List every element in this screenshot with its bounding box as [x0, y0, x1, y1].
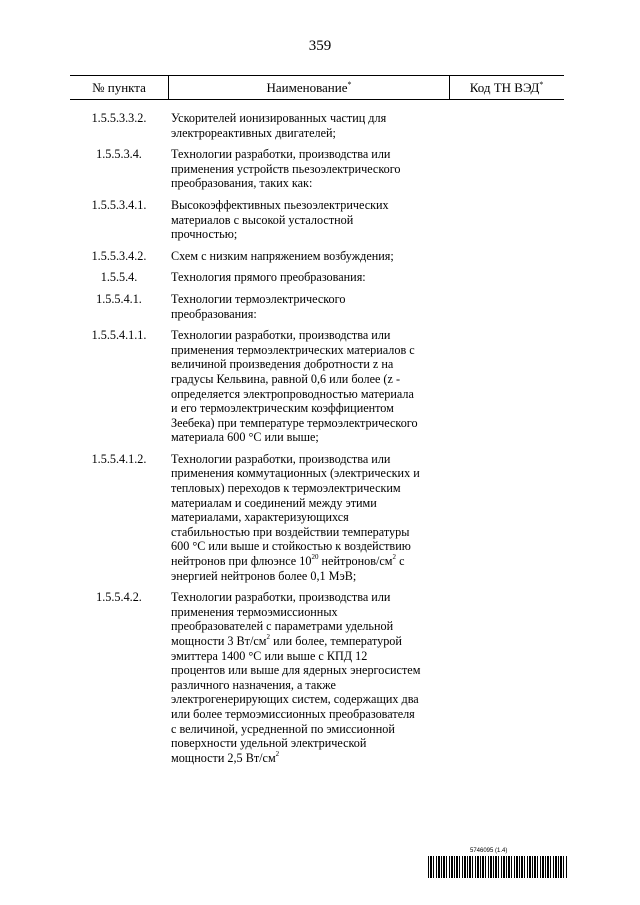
- row-text: Технология прямого преобразования:: [171, 270, 366, 285]
- table-row: [70, 292, 564, 321]
- header-item-number-label: № пункта: [92, 80, 146, 95]
- row-number: 1.5.5.3.4.1.: [91, 197, 147, 212]
- row-number: 1.5.5.4.2.: [96, 590, 142, 605]
- table-row: [70, 111, 564, 140]
- table-row: [70, 270, 564, 285]
- row-number: 1.5.5.3.4.2.: [91, 248, 147, 263]
- row-number: 1.5.5.4.: [100, 270, 138, 285]
- table-row: [70, 328, 564, 445]
- header-name: [168, 76, 450, 99]
- row-number: 1.5.5.3.4.: [96, 147, 142, 162]
- row-text: Высокоэффективных пьезоэлектрических материалов с высокой усталостной прочностью;: [171, 197, 389, 242]
- header-item-number: [70, 76, 168, 99]
- barcode: [428, 856, 568, 878]
- footnote-mark: *: [347, 80, 352, 89]
- row-text: Ускорителей ионизированных частиц для электрореактивных двигателей;: [171, 111, 387, 140]
- page-number: 359: [308, 38, 332, 54]
- table-row: [70, 198, 564, 242]
- footnote-mark: *: [539, 80, 544, 89]
- row-number: 1.5.5.3.3.2.: [91, 111, 147, 125]
- row-text: Технологии разработки, производства или применения термоэлектрических материалов с величиной произведения добротности z на градусы Кельвина, равной 0,6 или более (z - определяется электропроводностью материала и его термоэлектрическим коэффициентом Зеебека) при температуре термоэлектрического материала 600 °С или выше;: [171, 328, 418, 445]
- table-row: [70, 452, 564, 583]
- header-name-label: Наименование: [266, 80, 348, 95]
- row-number: 1.5.5.4.1.2.: [91, 451, 147, 466]
- row-number: 1.5.5.4.1.: [96, 291, 142, 306]
- barcode-label: 5746095 (1.4): [470, 848, 508, 854]
- table-body: [70, 111, 564, 772]
- header-code-label: Код ТН ВЭД: [469, 80, 540, 95]
- table-header: [70, 75, 564, 100]
- header-code: [449, 76, 564, 99]
- table-row: [70, 249, 564, 264]
- row-text: Технологии разработки, производства или применения термоэмиссионных преобразователей с параметрами удельной мощности 3 $Вт/см^2$ или более, температурой эмиттера 1400 °С или выше с КПД 12 процентов или выше для ядерных энергосистем различного назначения, а также электрогенерирующих систем, содержащих два или более термоэмиссионных преобразователя с величиной, усредненной по эмиссионной поверхности удельной электрической мощности 2,5 $Вт/см^2$: [171, 590, 421, 765]
- row-text: Технологии разработки, производства или применения устройств пьезоэлектрического преобразования, таких как:: [171, 147, 401, 191]
- table-row: [70, 147, 564, 191]
- row-text: Схем с низким напряжением возбуждения;: [171, 248, 394, 263]
- row-text: Технологии разработки, производства или применения коммутационных (электрических и тепловых) переходов к термоэлектрическим материалам и соединений между этими материалами, характеризующихся стабильностью при воздействии температуры 600 °С или выше и стойкостью к воздействию нейтронов при флюэнсе $10^{20}$ нейтронов/$см^2$ с энергией нейтронов более 0,1 МэВ;: [171, 451, 420, 583]
- row-text: Технологии термоэлектрического преобразования:: [171, 291, 346, 321]
- row-number: 1.5.5.4.1.1.: [91, 328, 147, 343]
- table-row: [70, 590, 564, 765]
